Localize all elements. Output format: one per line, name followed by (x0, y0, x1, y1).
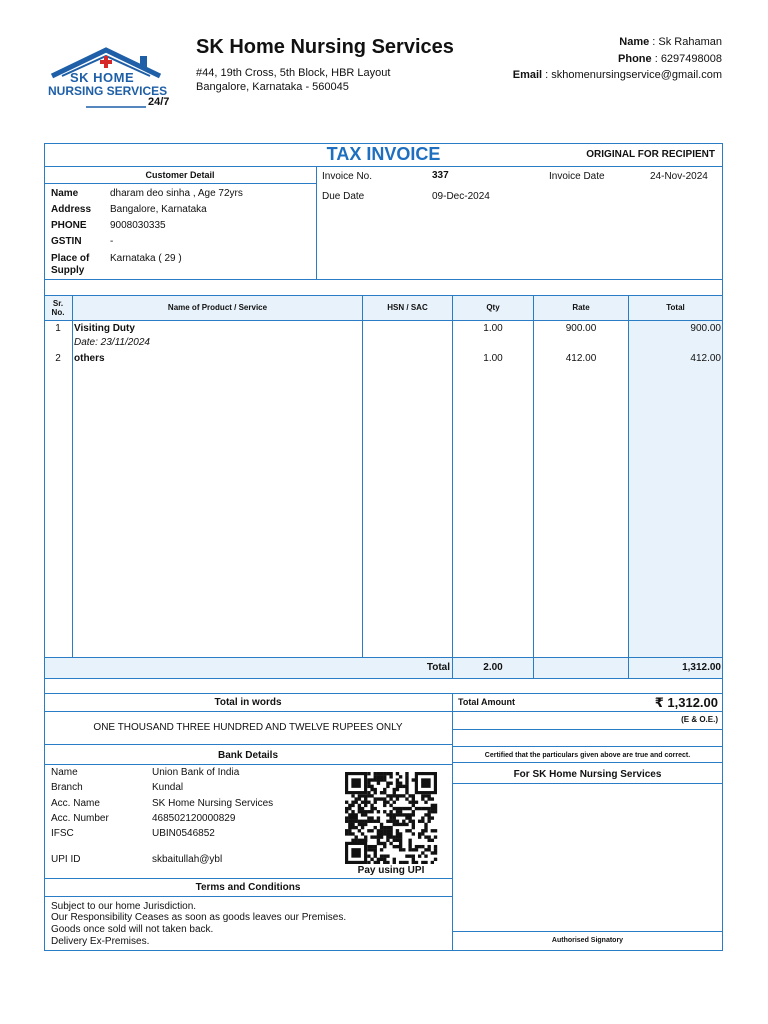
table-row-2-name: others (74, 353, 105, 364)
header-hsn: HSN / SAC (387, 303, 428, 312)
customer-pos-label-1: Place of (51, 253, 90, 264)
total-column-shade (629, 321, 722, 657)
cert-text-divider (452, 762, 723, 763)
bank-ifsc-value: UBIN0546852 (152, 828, 215, 839)
due-date-label: Due Date (322, 191, 365, 202)
customer-bottom-divider (44, 279, 723, 280)
terms-line-2: Our Responsibility Ceases as soon as goods leaves our Premises. (51, 912, 347, 923)
due-date-value: 09-Dec-2024 (432, 191, 490, 202)
col-sep-product (362, 295, 363, 657)
total-amount-label: Total Amount (458, 697, 515, 707)
bank-accno-label: Acc. Number (51, 813, 109, 824)
items-header-divider (44, 320, 723, 321)
bank-accname-label: Acc. Name (51, 798, 100, 809)
eoe-divider (452, 729, 723, 730)
table-row-1-sr: 1 (55, 323, 61, 334)
original-for-recipient: ORIGINAL FOR RECIPIENT (586, 149, 715, 160)
authorised-signatory: Authorised Signatory (551, 937, 624, 944)
bank-upi-value: skbaitullah@ybl (152, 854, 223, 865)
contact-email: Email : skhomenursingservice@gmail.com (512, 69, 722, 81)
bank-ifsc-label: IFSC (51, 828, 74, 839)
customer-pos-label-2: Supply (51, 265, 85, 276)
bank-accno-value: 468502120000829 (152, 813, 236, 824)
items-total-label: Total (426, 662, 450, 673)
table-row-1-total: 900.00 (690, 323, 721, 334)
lower-spacer-divider (44, 693, 723, 694)
table-row-1-qty: 1.00 (483, 323, 503, 334)
bank-upi-label: UPI ID (51, 854, 81, 865)
header-rate: Rate (572, 303, 590, 312)
logo-text-line2: NURSING SERVICES (48, 84, 168, 98)
total-amount-value: ₹ 1,312.00 (654, 695, 718, 710)
col-sep-sr (72, 295, 73, 657)
items-total-amount: 1,312.00 (682, 662, 721, 673)
header-total: Total (666, 303, 685, 312)
customer-address-label: Address (51, 204, 92, 215)
bank-accname-value: SK Home Nursing Services (152, 798, 274, 809)
customer-name-label: Name (51, 188, 79, 199)
customer-pos-value: Karnataka ( 29 ) (110, 253, 182, 264)
header-sr-1: Sr. (52, 299, 64, 308)
table-row-2-total: 412.00 (690, 353, 721, 364)
for-company-divider (452, 783, 723, 784)
terms-line-3: Goods once sold will not taken back. (51, 924, 214, 935)
customer-title-divider (44, 183, 316, 184)
customer-address-value: Bangalore, Karnataka (110, 204, 207, 215)
terms-title: Terms and Conditions (195, 882, 301, 893)
bank-name-label: Name (51, 767, 78, 778)
invoice-no-value: 337 (432, 170, 449, 181)
terms-title-divider (44, 896, 452, 897)
contact-phone: Phone : 6297498008 (618, 53, 722, 65)
col-sep-rate (628, 295, 629, 678)
signatory-divider (452, 931, 723, 932)
bank-title-divider (44, 764, 452, 765)
logo-text-line3: 24/7 (148, 96, 170, 108)
header-sr-2: No. (51, 308, 65, 317)
title-divider (44, 166, 723, 167)
table-row-2-sr: 2 (55, 353, 61, 364)
words-bottom-divider (44, 744, 452, 745)
bank-name-value: Union Bank of India (152, 767, 240, 778)
logo-text-line1: SK HOME (70, 70, 135, 85)
table-row-1-name: Visiting Duty (74, 323, 135, 334)
cert-top-divider (452, 746, 723, 747)
eoe-label: (E & O.E.) (681, 715, 718, 724)
customer-detail-title: Customer Detail (145, 170, 215, 180)
customer-phone-label: PHONE (51, 220, 87, 231)
terms-line-4: Delivery Ex-Premises. (51, 936, 150, 947)
customer-gstin-value: - (110, 236, 114, 247)
terms-top-divider (44, 878, 452, 879)
upi-qr-code[interactable] (342, 772, 440, 864)
customer-name-value: dharam deo sinha , Age 72yrs (110, 188, 243, 199)
invoice-date-value: 24-Nov-2024 (650, 171, 708, 182)
header-product: Name of Product / Service (167, 303, 268, 312)
terms-line-1: Subject to our home Jurisdiction. (51, 901, 197, 912)
words-title-divider (44, 711, 452, 712)
company-address-line2: Bangalore, Karnataka - 560045 (196, 81, 349, 93)
bank-details-title: Bank Details (217, 750, 279, 761)
contact-name: Name : Sk Rahaman (619, 36, 722, 48)
total-in-words-title: Total in words (214, 697, 282, 708)
invoice-no-label: Invoice No. (322, 171, 373, 182)
table-row-2-qty: 1.00 (483, 353, 503, 364)
tax-invoice-title: TAX INVOICE (326, 144, 441, 164)
customer-gstin-label: GSTIN (51, 236, 82, 247)
company-name: SK Home Nursing Services (196, 36, 454, 58)
customer-divider (316, 166, 317, 279)
qr-caption: Pay using UPI (357, 865, 425, 876)
bank-branch-value: Kundal (152, 782, 184, 793)
for-company-label: For SK Home Nursing Services (513, 769, 662, 780)
header-qty: Qty (486, 303, 500, 312)
items-footer-shade (45, 658, 722, 678)
total-amount-divider (452, 711, 723, 712)
lower-column-divider (452, 693, 453, 951)
invoice-date-label: Invoice Date (549, 171, 605, 182)
bank-branch-label: Branch (51, 782, 83, 793)
table-row-2-rate: 412.00 (565, 353, 597, 364)
items-total-qty: 2.00 (483, 662, 503, 673)
total-in-words-value: ONE THOUSAND THREE HUNDRED AND TWELVE RUPEES ONLY (93, 722, 403, 733)
items-footer-bottom (44, 678, 723, 679)
customer-phone-value: 9008030335 (110, 220, 166, 231)
table-row-1-rate: 900.00 (565, 323, 597, 334)
certification-text: Certified that the particulars given above are true and correct. (484, 752, 691, 759)
table-row-1-sub: Date: 23/11/2024 (74, 337, 150, 348)
items-footer-top (44, 657, 723, 658)
company-address-line1: #44, 19th Cross, 5th Block, HBR Layout (196, 67, 391, 79)
